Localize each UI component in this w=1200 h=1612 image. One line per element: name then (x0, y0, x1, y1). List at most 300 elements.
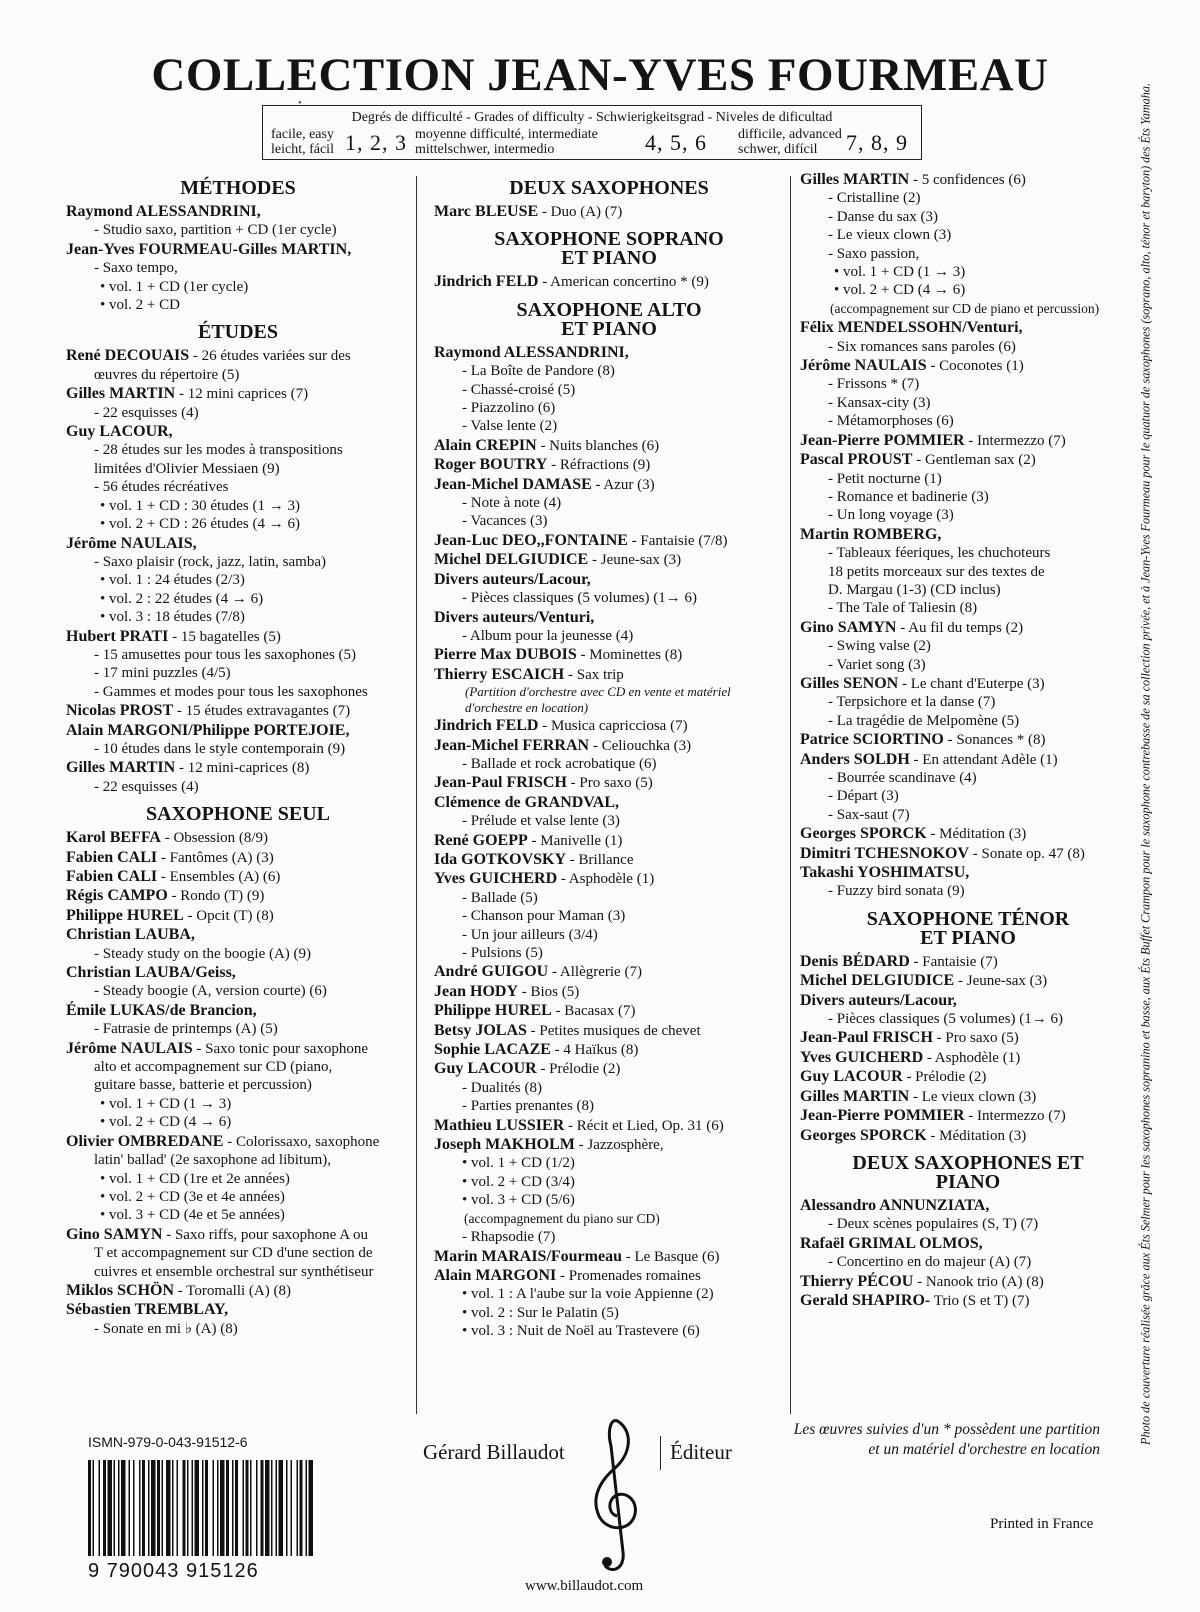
composer-name: Raymond ALESSANDRINI, (434, 343, 629, 361)
work-item: - Le vieux clown (3) (828, 227, 952, 244)
composer-name: Nicolas PROST (66, 702, 174, 720)
composer-name: Gilles MARTIN (66, 385, 176, 403)
work-item: • vol. 2 : Sur le Palatin (5) (462, 1304, 619, 1321)
page-title: COLLECTION JEAN-YVES FOURMEAU (151, 49, 1049, 101)
composer-entry (800, 864, 1136, 882)
composer-entry (434, 851, 784, 869)
catalog-column-right (800, 170, 1136, 1310)
barcode-bar (151, 1460, 156, 1556)
composer-entry (434, 1022, 784, 1040)
composer-name: Gilles MARTIN (800, 1087, 910, 1105)
composer-name: Sébastien TREMBLAY, (66, 1301, 229, 1319)
composer-name: Takashi YOSHIMATSU, (800, 864, 970, 882)
composer-name: Thierry ESCAICH (434, 665, 565, 683)
work-item: - Swing valse (2) (828, 638, 931, 655)
composer-name: Georges SPORCK (800, 1126, 927, 1144)
work-title: - Asphodèle (1) (923, 1049, 1021, 1066)
composer-name: René DECOUAIS (66, 347, 190, 365)
grade-easy-line2: leicht, fácil (271, 142, 334, 157)
work-item: • vol. 1 + CD (1 → 3) (100, 1095, 232, 1112)
composer-entry (66, 535, 410, 553)
composer-name: Jean-Yves FOURMEAU-Gilles MARTIN, (66, 240, 352, 258)
footnote-line2: et un matériel d'orchestre en location (868, 1441, 1100, 1458)
work-title: - Nuits blanches (6) (536, 437, 660, 454)
composer-name: Régis CAMPO (66, 887, 168, 905)
barcode-bar (187, 1460, 189, 1556)
work-item: - Sax-saut (7) (828, 806, 910, 823)
website-link[interactable]: www.billaudot.com (525, 1578, 644, 1594)
composer-name: Denis BÉDARD (800, 952, 910, 970)
composer-name: Hubert PRATI (66, 627, 169, 645)
work-title: - Bacasax (7) (551, 1003, 636, 1020)
composer-name: Jean HODY (434, 982, 518, 1000)
composer-name: Michel DELGIUDICE (800, 972, 955, 990)
composer-name: Patrice SCIORTINO (800, 731, 944, 749)
composer-entry (800, 1235, 1136, 1253)
work-item: - Fuzzy bird sonata (9) (828, 883, 965, 900)
composer-name: Divers auteurs/Lacour, (800, 991, 957, 1009)
work-title: - Intermezzo (7) (964, 432, 1066, 449)
work-item: - Chanson pour Maman (3) (462, 908, 626, 925)
composer-entry (434, 646, 784, 664)
composer-entry (434, 476, 784, 494)
composer-name: Guy LACOUR (434, 1060, 537, 1078)
publisher-label: Éditeur (670, 1440, 732, 1464)
work-item: - Petit nocturne (1) (828, 470, 942, 487)
composer-name: Émile LUKAS/de Brancion, (66, 1001, 257, 1019)
composer-name: Jindrich FELD (434, 717, 539, 735)
section-heading: ÉTUDES (197, 321, 279, 344)
work-title: Trio (S et T) (7) (930, 1292, 1030, 1309)
barcode-number: 9 790043 915126 (88, 1560, 259, 1582)
work-title: - Azur (3) (591, 476, 655, 493)
composer-name: Jérôme NAULAIS, (66, 534, 197, 552)
composer-name: Gilles MARTIN (66, 759, 176, 777)
publisher-divider (660, 1436, 661, 1470)
composer-entry (434, 1136, 784, 1154)
work-title: - Gentleman sax (2) (912, 452, 1036, 469)
work-item: - Gammes et modes pour tous les saxophones (94, 683, 368, 700)
composer-entry (800, 1107, 1136, 1125)
composer-name: Anders SOLDH (800, 750, 910, 768)
section-heading: ET PIANO (561, 247, 657, 270)
work-title: - Brillance (566, 851, 634, 868)
work-item: - Concertino en do majeur (A) (7) (828, 1254, 1032, 1271)
composer-entry (66, 868, 410, 886)
work-item: - La tragédie de Melpomène (5) (828, 712, 1020, 729)
work-title: - Récit et Lied, Op. 31 (6) (564, 1117, 724, 1134)
work-title: - Méditation (3) (926, 826, 1027, 843)
work-title: - Prélodie (2) (536, 1061, 621, 1078)
publisher-name: Gérard Billaudot (423, 1440, 565, 1464)
composer-entry (66, 722, 410, 740)
work-title: - Rondo (T) (9) (167, 888, 265, 905)
work-title: - Saxo tonic pour saxophone (192, 1040, 369, 1057)
work-title: - Musica capricciosa (7) (538, 718, 688, 735)
work-item: - Un jour ailleurs (3/4) (462, 926, 598, 943)
work-item: - 28 études sur les modes à transpositions (94, 442, 343, 459)
section-heading: DEUX SAXOPHONES (509, 177, 709, 199)
composer-entry (66, 759, 410, 777)
work-title: - Prélodie (2) (902, 1069, 987, 1086)
composer-name: Jean-Paul FRISCH (800, 1029, 933, 1047)
work-title: - Pro saxo (5) (932, 1030, 1019, 1047)
work-title: - Sonances * (8) (943, 732, 1046, 749)
composer-name: Fabien CALI (66, 848, 158, 866)
work-item: - Ballade (5) (462, 889, 538, 906)
composer-entry (434, 1267, 784, 1285)
composer-entry (800, 1127, 1136, 1145)
composer-name: Ida GOTKOVSKY (434, 850, 567, 868)
work-item: • vol. 3 + CD (4e et 5e années) (100, 1207, 285, 1224)
composer-entry (434, 1041, 784, 1059)
work-item: latin' ballad' (2e saxophone ad libitum), (94, 1152, 332, 1169)
work-item: • vol. 2 + CD (3e et 4e années) (100, 1188, 285, 1205)
composer-entry (434, 737, 784, 755)
grade-mid-label (415, 127, 598, 157)
composer-entry (434, 437, 784, 455)
work-item: - Valse lente (2) (462, 418, 558, 435)
barcode-bar (286, 1460, 288, 1556)
composer-entry (66, 347, 410, 365)
barcode-bar (205, 1460, 208, 1556)
grade-mid-line2: mittelschwer, intermedio (415, 142, 555, 157)
work-item: - Bourrée scandinave (4) (828, 770, 977, 786)
composer-entry (800, 319, 1136, 337)
work-title: - Réfractions (9) (547, 457, 651, 474)
barcode-bar (148, 1460, 150, 1556)
composer-name: Raymond ALESSANDRINI, (66, 203, 261, 220)
composer-entry (66, 1002, 410, 1020)
work-item: - Frissons * (7) (828, 376, 920, 393)
work-item: - Dualités (8) (462, 1079, 542, 1096)
barcode-bar (217, 1460, 219, 1556)
work-item: • vol. 1 + CD (1 → 3) (834, 264, 966, 281)
work-title: - Le vieux clown (3) (909, 1088, 1037, 1105)
work-title: - Jeune-sax (3) (954, 973, 1048, 990)
work-title: - 15 bagatelles (5) (168, 628, 281, 645)
work-item: - Pièces classiques (5 volumes) (1→ 6) (462, 590, 697, 607)
work-item: - Sonate en mi ♭ (A) (8) (94, 1320, 238, 1337)
composer-entry (66, 241, 410, 259)
barcode-bar (265, 1460, 270, 1556)
composer-entry (434, 983, 784, 1001)
barcode-bar (243, 1460, 245, 1556)
composer-entry (800, 1049, 1136, 1067)
composer-name: Jean-Pierre POMMIER (800, 1107, 965, 1125)
composer-name: Alain CREPIN (434, 436, 537, 454)
section-heading: SAXOPHONE TÉNOR (866, 907, 1070, 930)
work-item: • vol. 3 : Nuit de Noël au Trastevere (6) (462, 1323, 700, 1340)
work-item: - Danse du sax (3) (828, 208, 938, 225)
work-item: - Album pour la jeunesse (4) (462, 627, 634, 644)
composer-entry (66, 907, 410, 925)
composer-name: Yves GUICHERD (800, 1048, 924, 1066)
barcode-bar (172, 1460, 174, 1556)
composer-name: Rafaël GRIMAL OLMOS, (800, 1234, 983, 1252)
footnote-line1: Les œuvres suivies d'un * possèdent une partition (793, 1421, 1100, 1438)
composer-entry (434, 273, 784, 291)
composer-entry (800, 171, 1136, 189)
grade-hard-numbers: 7, 8, 9 (846, 130, 908, 155)
composer-entry (434, 1060, 784, 1078)
work-item: • vol. 1 : A l'aube sur la voie Appienne (2) (462, 1286, 714, 1303)
composer-entry (434, 963, 784, 981)
work-title: - Toromalli (A) (8) (174, 1282, 291, 1299)
work-title: - En attendant Adèle (1) (909, 751, 1058, 768)
work-title: - Obsession (8/9) (160, 830, 269, 847)
composer-entry (66, 628, 410, 646)
barcode-bar (213, 1460, 215, 1556)
work-title: - 12 mini-caprices (8) (175, 760, 310, 777)
work-item: • vol. 2 + CD (4 → 6) (100, 1114, 232, 1131)
composer-name: Joseph MAKHOLM (434, 1136, 575, 1154)
composer-entry (800, 1029, 1136, 1047)
composer-name: Pascal PROUST (800, 451, 913, 469)
barcode-bar (220, 1460, 225, 1556)
work-item: - 22 esquisses (4) (94, 778, 199, 795)
composer-entry (434, 344, 784, 362)
composer-name: Dimitri TCHESNOKOV (800, 844, 970, 862)
dot-mark: ● (298, 100, 302, 106)
work-item: • vol. 1 + CD (1/2) (462, 1155, 575, 1172)
composer-entry (434, 870, 784, 888)
composer-entry (434, 532, 784, 550)
work-title: - Sonate op. 47 (8) (969, 845, 1085, 862)
composer-entry (800, 432, 1136, 450)
composer-name: Mathieu LUSSIER (434, 1116, 565, 1134)
barcode-bar (279, 1460, 284, 1556)
composer-name: Gilles MARTIN (800, 171, 910, 188)
barcode-bar (297, 1460, 299, 1556)
barcode-bar (232, 1460, 234, 1556)
composer-entry (66, 964, 410, 982)
section-heading: DEUX SAXOPHONES ET (852, 1151, 1084, 1174)
composer-name: Georges SPORCK (800, 825, 927, 843)
composer-entry (66, 926, 410, 944)
work-item: œuvres du répertoire (5) (94, 366, 240, 383)
composer-entry (66, 1282, 410, 1300)
work-item: - Chassé-croisé (5) (462, 381, 576, 398)
work-item: - Variet song (3) (828, 656, 926, 673)
barcode-bar (226, 1460, 229, 1556)
work-item: (accompagnement sur CD de piano et percussion) (830, 300, 1100, 316)
composer-entry (434, 1248, 784, 1266)
composer-name: André GUIGOU (434, 963, 549, 981)
work-title: - Jeune-sax (3) (588, 552, 682, 569)
barcode-bar (99, 1460, 101, 1556)
composer-entry (434, 551, 784, 569)
barcode-bar (157, 1460, 160, 1556)
work-title: - Promenades romaines (556, 1267, 701, 1284)
composer-name: Betsy JOLAS (434, 1021, 527, 1039)
composer-entry (434, 832, 784, 850)
composer-name: Miklos SCHÖN (66, 1281, 175, 1299)
work-item: • vol. 3 : 18 études (7/8) (100, 609, 245, 626)
composer-name: Gilles SENON (800, 674, 899, 692)
composer-entry (800, 751, 1136, 769)
composer-entry (434, 571, 784, 589)
composer-entry (66, 1301, 410, 1319)
grade-easy-numbers: 1, 2, 3 (345, 130, 407, 155)
footnote (790, 1420, 1100, 1460)
section-heading: SAXOPHONE SEUL (146, 803, 330, 826)
composer-name: Pierre Max DUBOIS (434, 646, 577, 664)
section-heading: PIANO (935, 1170, 1001, 1193)
composer-entry (800, 1068, 1136, 1086)
barcode-bar (133, 1460, 135, 1556)
barcode-bar (88, 1460, 91, 1556)
barcode-bar (166, 1460, 171, 1556)
composer-entry (66, 385, 410, 403)
work-item: 18 petits morceaux sur des textes de (828, 563, 1045, 580)
work-item: - Saxo tempo, (94, 260, 178, 277)
composer-entry (434, 609, 784, 627)
composer-name: Yves GUICHERD (434, 870, 558, 888)
work-title: - Coconotes (1) (926, 358, 1024, 375)
composer-entry (434, 774, 784, 792)
barcode-bar (93, 1460, 95, 1556)
work-title: - Intermezzo (7) (964, 1108, 1066, 1125)
composer-entry (66, 203, 410, 221)
composer-entry (66, 1226, 410, 1244)
work-item: (accompagnement du piano sur CD) (464, 1210, 660, 1226)
barcode-bar (118, 1460, 120, 1556)
composer-entry (66, 829, 410, 847)
work-title: - American concertino * (9) (538, 274, 709, 291)
work-item: • vol. 2 + CD : 26 études (4 → 6) (100, 516, 300, 533)
composer-entry (66, 1133, 410, 1151)
grade-hard-label (738, 127, 842, 157)
work-item: • vol. 3 + CD (5/6) (462, 1192, 575, 1209)
composer-name: Philippe HUREL (66, 906, 184, 924)
work-title: - Manivelle (1) (527, 832, 623, 849)
composer-entry (800, 357, 1136, 375)
composer-entry (800, 1088, 1136, 1106)
catalog-column-left (66, 170, 410, 1338)
composer-entry (800, 953, 1136, 971)
barcode-bar (306, 1460, 308, 1556)
difficulty-grades-box (262, 105, 922, 160)
work-item: - Romance et badinerie (3) (828, 488, 989, 505)
composer-entry (800, 845, 1136, 863)
work-item: • vol. 2 : 22 études (4 → 6) (100, 590, 264, 607)
composer-name: Jérôme NAULAIS (800, 357, 927, 375)
work-item: - Studio saxo, partition + CD (1er cycle) (94, 222, 337, 239)
work-item: - 17 mini puzzles (4/5) (94, 665, 231, 682)
work-item: - Deux scènes populaires (S, T) (7) (828, 1216, 1039, 1233)
work-item: - Terpsichore et la danse (7) (828, 694, 996, 711)
work-title: - Celiouchka (3) (589, 737, 692, 754)
work-title: - Saxo riffs, pour saxophone A ou (162, 1226, 368, 1243)
composer-entry (66, 1040, 410, 1058)
composer-entry (434, 794, 784, 812)
work-item: - Note à note (4) (462, 495, 562, 512)
composer-name: Sophie LACAZE (434, 1041, 551, 1059)
catalog-column-middle (434, 170, 784, 1341)
composer-entry (66, 702, 410, 720)
barcode-bar (103, 1460, 106, 1556)
composer-entry (800, 731, 1136, 749)
composer-name: Alessandro ANNUNZIATA, (800, 1196, 990, 1214)
barcode-bar (142, 1460, 145, 1556)
work-item: - Cristalline (2) (828, 190, 921, 207)
composer-name: Divers auteurs/Venturi, (434, 608, 595, 626)
composer-entry (800, 1292, 1136, 1310)
work-title: - Fantaisie (7) (909, 953, 998, 970)
catalog-note: (Partition d'orchestre avec CD en vente et matériel d'orchestre en location) (465, 684, 731, 716)
composer-entry (800, 992, 1136, 1010)
composer-entry (800, 675, 1136, 693)
work-item: limitées d'Olivier Messiaen (9) (94, 460, 280, 477)
work-item: - Tableaux féeriques, les chuchoteurs (828, 545, 1051, 562)
composer-name: Jérôme NAULAIS (66, 1039, 193, 1057)
grade-easy-line1: facile, easy (271, 127, 334, 142)
composer-name: Alain MARGONI (434, 1266, 557, 1284)
composer-entry (800, 1197, 1136, 1215)
work-title: - 4 Haïkus (8) (550, 1042, 639, 1059)
work-item: • vol. 2 + CD (3/4) (462, 1173, 575, 1190)
work-title: - Au fil du temps (2) (896, 619, 1024, 636)
work-title: - Pro saxo (5) (566, 775, 653, 792)
section-heading: MÉTHODES (180, 177, 296, 199)
work-title: - Fantômes (A) (3) (157, 849, 274, 866)
composer-name: Fabien CALI (66, 868, 158, 885)
section-heading: ET PIANO (561, 317, 657, 340)
grade-hard-line1: difficile, advanced (738, 127, 842, 142)
composer-name: Christian LAUBA, (66, 926, 195, 944)
work-title: - Asphodèle (1) (557, 871, 655, 888)
work-title: - Petites musiques de chevet (526, 1022, 701, 1039)
work-title: - Méditation (3) (926, 1127, 1027, 1144)
work-item: - Départ (3) (828, 788, 899, 805)
composer-entry (66, 887, 410, 905)
composer-entry (66, 423, 410, 441)
composer-name: Guy LACOUR (800, 1068, 903, 1086)
photo-credit-vertical: Photo de couverture réalisée grâce aux Éts Selmer pour les saxophones sopranino et basse, aux Éts Buffet Crampon pour le saxophone contrebasse de sa collection privée, et à Jean-Yves Fourmeau pour le quatuor de saxophones (soprano, alto, ténor et baryton) des Éts Yamaha. (1138, 83, 1153, 1445)
work-item: T et accompagnement sur CD d'une section de (94, 1245, 373, 1262)
composer-entry (434, 1002, 784, 1020)
work-item: - 15 amusettes pour tous les saxophones (5) (94, 646, 357, 663)
grade-mid-numbers: 4, 5, 6 (645, 130, 707, 155)
composer-name: Philippe HUREL (434, 1002, 552, 1020)
barcode-bar (139, 1460, 141, 1556)
barcode-bar (261, 1460, 264, 1556)
column-divider (416, 176, 417, 1414)
barcode-bar (300, 1460, 303, 1556)
barcode-bar (246, 1460, 249, 1556)
composer-name: Jean-Pierre POMMIER (800, 431, 965, 449)
work-item: • vol. 1 : 24 études (2/3) (100, 572, 245, 589)
work-item: - Steady boogie (A, version courte) (6) (94, 983, 327, 1000)
work-title: - Mominettes (8) (576, 647, 683, 664)
column-divider (790, 176, 791, 1414)
barcode-bar (129, 1460, 131, 1556)
composer-entry (800, 451, 1136, 469)
work-item: - Pulsions (5) (462, 945, 543, 961)
grade-easy-label (271, 127, 334, 157)
composer-entry (434, 717, 784, 735)
composer-name: René GOEPP (434, 831, 528, 849)
work-item: guitare basse, batterie et percussion) (94, 1077, 312, 1094)
barcode-bar (235, 1460, 238, 1556)
work-item: alto et accompagnement sur CD (piano, (94, 1059, 333, 1076)
composer-name: Martin ROMBERG, (800, 525, 942, 543)
grade-mid-line1: moyenne difficulté, intermediate (415, 127, 598, 142)
composer-name: Michel DELGIUDICE (434, 551, 589, 569)
work-title: - Nanook trio (A) (8) (913, 1273, 1044, 1290)
work-item: • vol. 1 + CD (1re et 2e années) (100, 1170, 290, 1187)
